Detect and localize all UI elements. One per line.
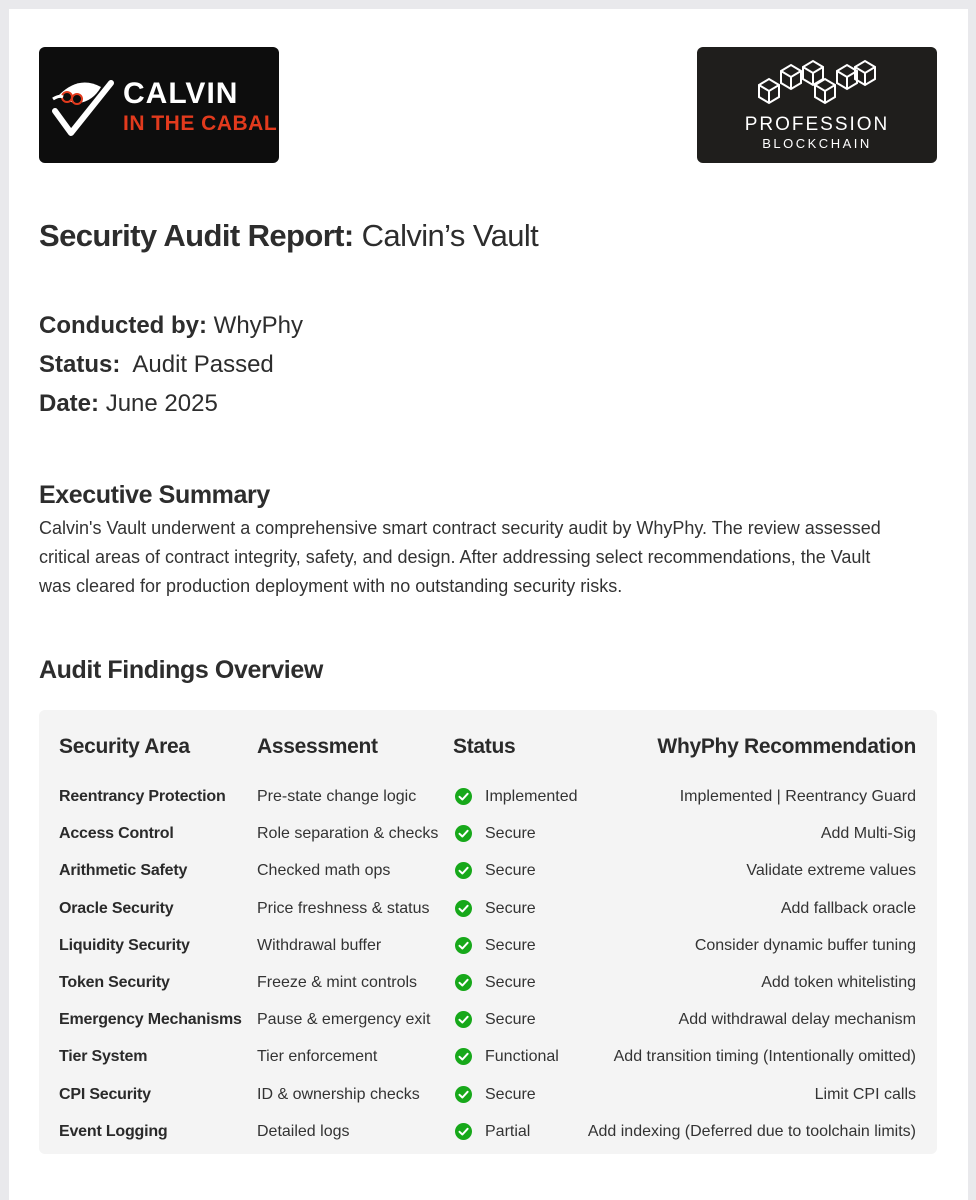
column-header-recommendation: WhyPhy Recommendation (657, 735, 916, 758)
audit-date (39, 388, 218, 420)
check-circle-icon (455, 1048, 472, 1065)
row-status: Implemented (485, 788, 578, 805)
calvin-logo (39, 47, 279, 163)
row-assessment: Freeze & mint controls (257, 974, 418, 991)
row-recommendation: Limit CPI calls (814, 1085, 916, 1103)
row-assessment: ID & ownership checks (257, 1085, 420, 1103)
row-assessment: Pause & emergency exit (257, 1011, 431, 1029)
status-label: Status: (39, 351, 121, 378)
table-row (39, 935, 937, 972)
executive-summary-heading: Executive Summary (39, 481, 270, 509)
column-header-assessment: Assessment (257, 735, 378, 758)
row-security-area: CPI Security (59, 1085, 151, 1103)
row-recommendation: Implemented | Reentrancy Guard (679, 788, 916, 805)
row-security-area: Oracle Security (59, 899, 174, 917)
profession-logo-name: PROFESSION (744, 114, 890, 135)
table-row (39, 1121, 937, 1158)
row-assessment: Price freshness & status (257, 899, 430, 917)
check-circle-icon (455, 788, 472, 805)
calvin-mascot-icon (49, 71, 119, 141)
check-circle-icon (455, 1011, 472, 1028)
row-status: Secure (485, 1011, 536, 1029)
row-assessment: Tier enforcement (257, 1048, 378, 1066)
conducted-by-value: WhyPhy (213, 312, 304, 339)
check-circle-icon (455, 825, 472, 842)
row-assessment: Pre-state change logic (257, 788, 417, 805)
row-security-area: Reentrancy Protection (59, 788, 226, 805)
row-security-area: Token Security (59, 974, 170, 991)
row-recommendation: Add transition timing (Intentionally omitted) (613, 1048, 916, 1066)
calvin-logo-subtitle: IN THE CABAL (123, 112, 278, 135)
row-recommendation: Add Multi-Sig (820, 825, 916, 843)
row-status: Secure (485, 899, 536, 917)
column-header-security-area: Security Area (59, 735, 190, 758)
title-bold: Security Audit Report: (39, 218, 354, 253)
summary-line: critical areas of contract integrity, safety, and design. After addressing select recommendations, the Vault (39, 547, 871, 567)
table-row (39, 1009, 937, 1046)
status-value: Audit Passed (132, 351, 274, 378)
calvin-logo-name: CALVIN (123, 77, 239, 110)
row-security-area: Arithmetic Safety (59, 862, 188, 880)
audit-status (39, 349, 274, 381)
row-security-area: Liquidity Security (59, 936, 190, 954)
findings-table (39, 710, 937, 1154)
row-security-area: Tier System (59, 1048, 148, 1066)
row-security-area: Access Control (59, 825, 174, 843)
row-recommendation: Consider dynamic buffer tuning (694, 936, 916, 954)
row-status: Secure (485, 974, 536, 991)
row-status: Secure (485, 1085, 536, 1103)
executive-summary-text (39, 514, 944, 601)
row-assessment: Checked math ops (257, 862, 391, 880)
summary-line: Calvin's Vault underwent a comprehensive smart contract security audit by WhyPhy. The review assessed (39, 518, 881, 538)
table-row (39, 898, 937, 935)
row-recommendation: Add withdrawal delay mechanism (678, 1011, 916, 1029)
row-status: Secure (485, 825, 536, 843)
column-header-status: Status (453, 735, 516, 758)
row-status: Functional (485, 1048, 559, 1066)
check-circle-icon (455, 900, 472, 917)
table-row (39, 972, 937, 1009)
row-assessment: Detailed logs (257, 1122, 350, 1140)
profession-logo-subtitle: BLOCKCHAIN (762, 136, 872, 151)
check-circle-icon (455, 937, 472, 954)
title-project: Calvin’s Vault (361, 218, 539, 253)
row-assessment: Withdrawal buffer (257, 936, 382, 954)
row-security-area: Event Logging (59, 1122, 168, 1140)
report-page (9, 9, 968, 1200)
table-row (39, 860, 937, 897)
check-circle-icon (455, 1123, 472, 1140)
table-row (39, 1046, 937, 1083)
check-circle-icon (455, 974, 472, 991)
conducted-by (39, 310, 303, 342)
row-status: Partial (485, 1122, 531, 1140)
row-security-area: Emergency Mechanisms (59, 1011, 242, 1029)
date-value: June 2025 (105, 390, 218, 417)
row-recommendation: Add indexing (Deferred due to toolchain limits) (587, 1122, 916, 1140)
table-row (39, 1084, 937, 1121)
check-circle-icon (455, 1086, 472, 1103)
page-title (39, 216, 538, 256)
table-row (39, 823, 937, 860)
conducted-by-label: Conducted by: (39, 312, 207, 339)
blockchain-cubes-icon (755, 57, 879, 109)
row-assessment: Role separation & checks (257, 825, 439, 843)
findings-heading: Audit Findings Overview (39, 656, 323, 684)
row-status: Secure (485, 862, 536, 880)
row-recommendation: Add token whitelisting (761, 974, 916, 991)
check-circle-icon (455, 862, 472, 879)
summary-line: was cleared for production deployment with no outstanding security risks. (39, 576, 623, 596)
row-status: Secure (485, 936, 536, 954)
date-label: Date: (39, 390, 100, 417)
row-recommendation: Validate extreme values (746, 862, 916, 880)
row-recommendation: Add fallback oracle (780, 899, 916, 917)
table-row (39, 786, 937, 823)
profession-blockchain-logo (697, 47, 937, 163)
